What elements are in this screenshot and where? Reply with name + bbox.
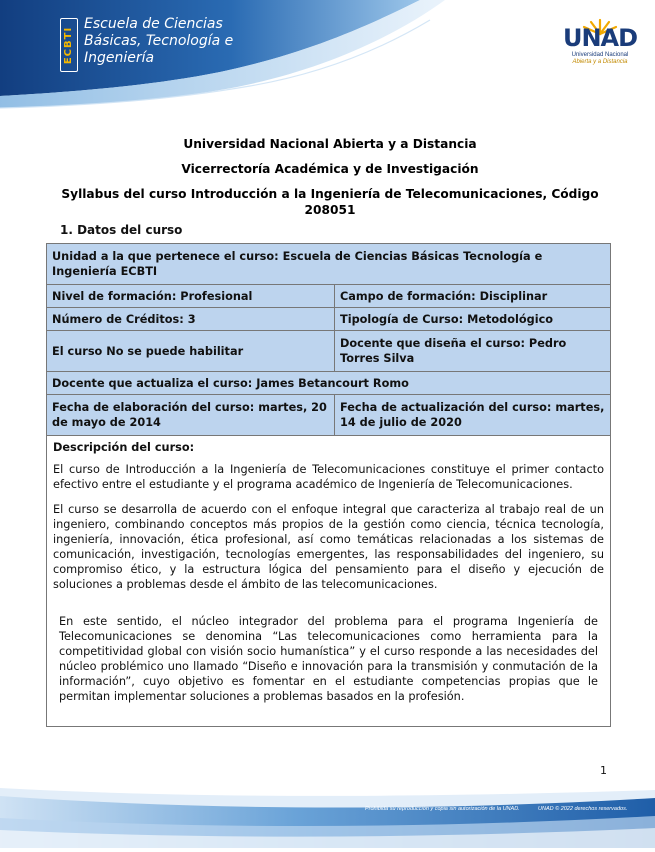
course-data-table (46, 243, 611, 727)
school-name-line-3: Ingeniería (84, 50, 155, 66)
title-university: Universidad Nacional Abierta y a Distancia (183, 137, 477, 151)
document-titles (50, 136, 610, 218)
cell-creditos: Número de Créditos: 3 (47, 308, 335, 331)
descripcion-paragraph-3: En este sentido, el núcleo integrador del problema para el programa Ingeniería de Telecomunicaciones se denomina “Las telecomunicaciones como herramienta para la competitividad global con visión socio humanística” y el curso responde a las necesidades del núcleo problémico uno llamado “Diseño e innovación para la transmisión y conmutación de la información”, cuyo objetivo es fomentar en el estudiante competencias propias que le permitan implementar soluciones a problemas basados en la profesión. (59, 615, 598, 703)
school-name-line-2: Básicas, Tecnología e (84, 33, 234, 49)
cell-descripcion (47, 436, 611, 727)
descripcion-paragraph-2: El curso se desarrolla de acuerdo con el enfoque integral que caracteriza al trabajo real de un ingeniero, combinando conceptos más propios de la gestión como ciencia, técnica tecnología, ingeniería, innovación, ética profesional, así como temáticas relacionadas a los sistemas de comunicación, investigación, tecnologías emergentes, las responsabilidades del ingeniero, su compromiso ético, y la estructura lógica del pensamiento para el diseño y ejecución de soluciones a problemas desde el ámbito de las telecomunicaciones. (53, 503, 604, 591)
school-name (84, 16, 233, 67)
cell-docente-actualiza: Docente que actualiza el curso: James Betancourt Romo (47, 372, 611, 395)
footer-copyright-notice: Prohibida su reproducción y copia sin autorización de la UNAD. (365, 806, 520, 812)
cell-docente-disena: Docente que diseña el curso: Pedro Torres Silva (335, 331, 611, 372)
unad-logo (560, 14, 640, 84)
section-heading-datos: 1. Datos del curso (60, 223, 183, 237)
unad-subtitle-2: Abierta y a Distancia (572, 59, 628, 65)
table-row (47, 308, 611, 331)
table-row (47, 395, 611, 436)
header-band (0, 0, 655, 110)
table-row (47, 436, 611, 727)
cell-unidad: Unidad a la que pertenece el curso: Escuela de Ciencias Básicas Tecnología e Ingeniería ECBTI (47, 244, 611, 285)
descripcion-paragraph-1: El curso de Introducción a la Ingeniería de Telecomunicaciones constituye el primer contacto efectivo entre el estudiante y el programa académico de Ingeniería de Telecomunicaciones. (53, 463, 604, 491)
ecbti-vertical-text: ECBTI (63, 26, 75, 64)
unad-subtitle-1: Universidad Nacional (571, 52, 629, 58)
title-vicerrectoria: Vicerrectoría Académica y de Investigación (181, 162, 479, 176)
title-syllabus: Syllabus del curso Introducción a la Ingeniería de Telecomunicaciones, Código 208051 (61, 187, 599, 217)
footer-wave-graphic (0, 778, 655, 848)
cell-nivel: Nivel de formación: Profesional (47, 285, 335, 308)
cell-habilitar: El curso No se puede habilitar (47, 331, 335, 372)
cell-campo: Campo de formación: Disciplinar (335, 285, 611, 308)
cell-tipologia: Tipología de Curso: Metodológico (335, 308, 611, 331)
school-name-line-1: Escuela de Ciencias (84, 16, 223, 32)
cell-fecha-elaboracion: Fecha de elaboración del curso: martes, 20 de mayo de 2014 (47, 395, 335, 436)
unad-wordmark: UNAD (562, 24, 638, 52)
ecbti-vertical-badge (60, 18, 78, 72)
footer-band (0, 778, 655, 848)
table-row (47, 372, 611, 395)
table-row (47, 244, 611, 285)
descripcion-title: Descripción del curso: (53, 441, 195, 454)
ecbti-logo (60, 16, 260, 72)
cell-fecha-actualizacion: Fecha de actualización del curso: martes, 14 de julio de 2020 (335, 395, 611, 436)
footer-rights: UNAD © 2022 derechos reservados. (538, 806, 628, 812)
table-row (47, 331, 611, 372)
page-number: 1 (600, 764, 607, 777)
table-row (47, 285, 611, 308)
